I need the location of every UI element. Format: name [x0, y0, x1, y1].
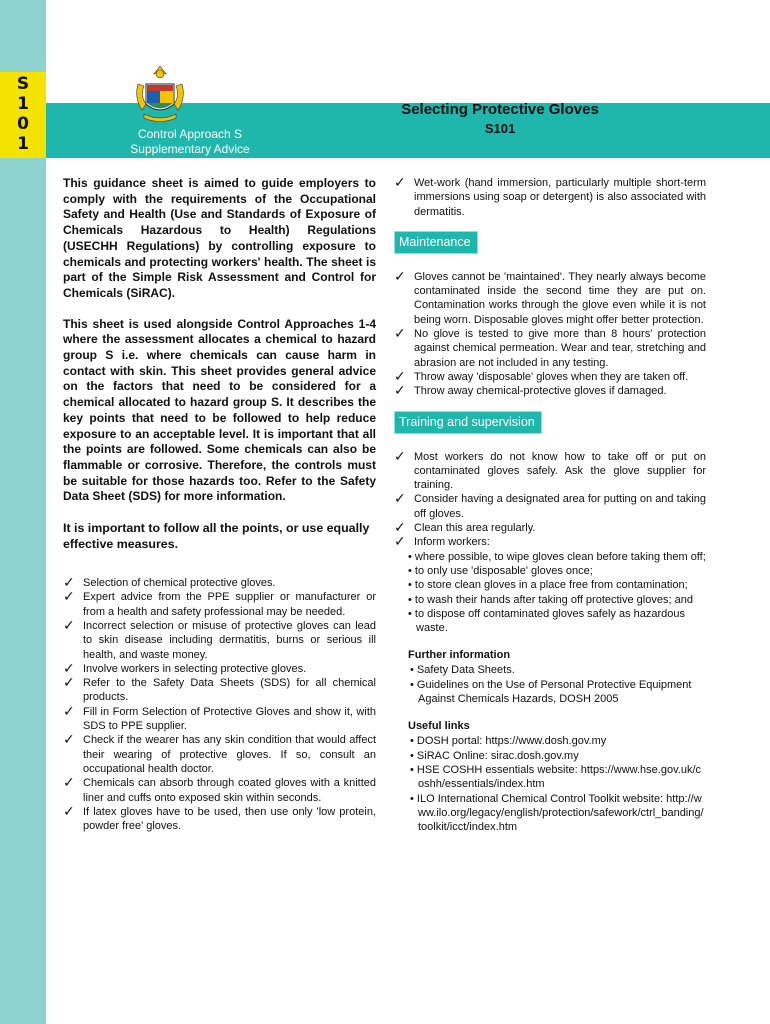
- list-item: ✓ Selection of chemical protective gloves.: [63, 574, 276, 591]
- check-icon: ✓: [63, 574, 75, 591]
- section-heading-maintenance: Maintenance: [394, 231, 478, 254]
- list-item: • to dispose off contaminated gloves safely as hazardous waste.: [408, 607, 685, 635]
- list-item: • HSE COSHH essentials website: https://www.hse.gov.uk/coshh/essentials/index.htm: [410, 763, 701, 791]
- code-char: 1: [17, 94, 29, 114]
- check-icon: ✓: [394, 325, 406, 342]
- section-heading-training: Training and supervision: [394, 411, 542, 434]
- list-item: • to only use 'disposable' gloves once;: [408, 564, 593, 577]
- list-item: • where possible, to wipe gloves clean before taking them off;: [408, 550, 706, 563]
- inform-list: [394, 550, 706, 636]
- sheet-code-vertical: [0, 74, 46, 154]
- list-item: ✓ Inform workers:: [394, 533, 490, 550]
- list-item: ✓ Throw away 'disposable' gloves when they are taken off.: [394, 367, 689, 384]
- list-item: ✓ Chemicals can absorb through coated gloves with a knitted liner and cuffs onto exposed skin within seconds.: [63, 774, 376, 804]
- check-icon: ✓: [394, 533, 406, 550]
- check-icon: ✓: [394, 267, 406, 284]
- code-char: 0: [17, 114, 29, 134]
- right-column: [394, 176, 706, 834]
- check-icon: ✓: [63, 616, 75, 633]
- further-info-list: [394, 663, 706, 706]
- code-char: 1: [17, 134, 29, 154]
- list-item: ✓ Refer to the Safety Data Sheets (SDS) for all chemical products.: [63, 674, 376, 704]
- check-icon: ✓: [63, 774, 75, 791]
- list-item: • to store clean gloves in a place free from contamination;: [408, 579, 688, 592]
- list-item: • SiRAC Online: sirac.dosh.gov.my: [410, 749, 579, 762]
- list-item: • to wash their hands after taking off protective gloves; and: [408, 593, 693, 606]
- list-item: ✓ Clean this area regularly.: [394, 519, 536, 536]
- check-icon: ✓: [63, 702, 75, 719]
- coat-of-arms-icon: [130, 62, 190, 126]
- check-list: [394, 447, 706, 550]
- check-icon: ✓: [63, 588, 75, 605]
- list-item: ✓ Involve workers in selecting protective gloves.: [63, 659, 307, 676]
- check-icon: ✓: [394, 174, 406, 190]
- list-item: • ILO International Chemical Control Toolkit website: http://www.ilo.org/legacy/english/protection/safework/ctrl_banding/toolkit/icct/index.htm: [410, 792, 704, 834]
- check-icon: ✓: [394, 382, 406, 399]
- check-icon: ✓: [63, 659, 75, 676]
- list-item: ✓ Check if the wearer has any skin condition that would affect their wearing of protective gloves. If so, consult an occupational health doctor.: [63, 731, 376, 775]
- further-info-heading: Further information: [408, 649, 511, 662]
- list-item: • DOSH portal: https://www.dosh.gov.my: [410, 735, 607, 748]
- list-item: ✓ Fill in Form Selection of Protective Gloves and show it, with SDS to PPE supplier.: [63, 702, 376, 733]
- check-list: [394, 176, 706, 219]
- check-icon: ✓: [63, 802, 75, 819]
- list-item: ✓ Gloves cannot be 'maintained'. They nearly always become contaminated inside the second time they are put on. Contamination works through the glove even while it is not being worn. Disposable gloves might offer better protection.: [394, 267, 706, 326]
- control-approach-text: Control Approach S: [137, 127, 243, 141]
- check-icon: ✓: [394, 490, 406, 507]
- useful-links-heading: Useful links: [408, 720, 470, 733]
- supplementary-text: Supplementary Advice: [130, 142, 250, 156]
- page-title: Selecting Protective Gloves: [401, 101, 599, 118]
- check-icon: ✓: [63, 674, 75, 691]
- list-item: ✓ Wet-work (hand immersion, particularly multiple short-term immersions using soap or detergent) is also associated with dermatitis.: [394, 174, 706, 218]
- check-list: [394, 267, 706, 399]
- useful-links-list: [394, 734, 706, 834]
- list-item: ✓ No glove is tested to give more than 8 hours' protection against chemical permeation. Wear and tear, stretching and abrasion are not included in any testing.: [394, 325, 706, 369]
- code-char: S: [16, 74, 30, 94]
- emphasis-text: It is important to follow all the points, or use equally effective measures.: [63, 521, 370, 552]
- check-icon: ✓: [394, 519, 406, 536]
- check-icon: ✓: [394, 447, 406, 464]
- list-item: • Safety Data Sheets.: [410, 664, 515, 677]
- intro-paragraph: This guidance sheet is aimed to guide employers to comply with the requirements of the Occupational Safety and Health (Use and Standards of Exposure of Chemicals Hazardous to Health) Regulations (USECHH Regulations) by controlling exposure to chemicals and protecting workers' health. The sheet is part of the Simple Risk Assessment and Control for Chemicals (SiRAC).: [63, 176, 376, 300]
- list-item: ✓ Consider having a designated area for putting on and taking off gloves.: [394, 490, 706, 520]
- check-list: [63, 576, 376, 833]
- list-item: ✓ Expert advice from the PPE supplier or manufacturer or from a health and safety professional may be needed.: [63, 588, 376, 618]
- intro-paragraph: This sheet is used alongside Control Approaches 1-4 where the assessment allocates a chemical to hazard group S i.e. where chemicals can cause harm in contact with skin. This sheet provides general advice on the factors that need to be considered for a chemical allocated to hazard group S. It describes the key points that need to be followed to help reduce exposure to an acceptable level. It is important that all the points are followed. Some chemicals can also be flammable or corrosive. Therefore, the controls must be suitable for those hazards too. Refer to the Safety Data Sheet (SDS) for more information.: [63, 316, 376, 504]
- control-approach-label: [60, 127, 320, 157]
- list-item: ✓ Most workers do not know how to take off or put on contaminated gloves safely. Ask the glove supplier for training.: [394, 447, 706, 492]
- left-column: [63, 176, 376, 833]
- check-icon: ✓: [394, 367, 406, 384]
- list-item: ✓ If latex gloves have to be used, then use only 'low protein, powder free' gloves.: [63, 802, 376, 833]
- list-item: ✓ Incorrect selection or misuse of protective gloves can lead to skin disease including dermatitis, burns or serious ill health, and waste money.: [63, 616, 376, 661]
- list-item: ✓ Throw away chemical-protective gloves if damaged.: [394, 382, 667, 399]
- check-icon: ✓: [63, 731, 75, 748]
- page-code: S101: [484, 121, 516, 136]
- list-item: • Guidelines on the Use of Personal Protective Equipment Against Chemicals Hazards, DOSH 2005: [410, 678, 692, 706]
